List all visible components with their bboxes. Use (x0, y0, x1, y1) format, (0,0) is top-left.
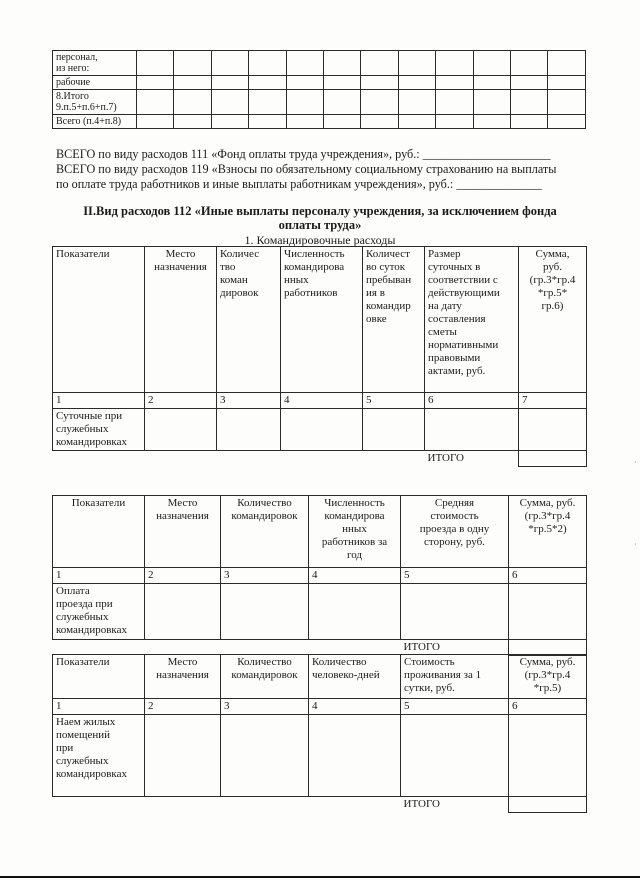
cell-line: тво (220, 261, 236, 273)
empty-cell (436, 90, 473, 115)
cell-line: служебных (56, 423, 109, 435)
column-number: 5 (363, 393, 425, 409)
cell-line: командирова (284, 261, 345, 273)
cell-line: рабочие (56, 77, 91, 88)
cell-line: Численность (324, 497, 385, 509)
cell-line: 8.Итого (56, 91, 89, 102)
empty-cell (361, 115, 398, 129)
empty-cell (436, 115, 473, 129)
column-number: 2 (145, 568, 221, 584)
column-header (401, 496, 509, 568)
travel-table (52, 495, 587, 656)
cell-line: командировках (56, 768, 127, 780)
cell-line: Количество (312, 656, 367, 668)
empty-cell (509, 584, 587, 640)
row-label (53, 76, 137, 90)
cell-line: Наем жилых (56, 716, 116, 728)
cell-line: пребыван (366, 274, 412, 286)
empty-cell (137, 76, 174, 90)
row-label (53, 584, 145, 640)
empty-cell (361, 90, 398, 115)
empty-cell (211, 76, 248, 90)
column-number: 3 (221, 699, 309, 715)
empty-cell (145, 584, 221, 640)
scan-mark: · (634, 458, 637, 467)
empty-cell (249, 115, 286, 129)
empty-cell (436, 51, 473, 76)
cell-line: на дату (428, 300, 462, 312)
cell-line: нормативными (428, 339, 499, 351)
empty-cell (137, 115, 174, 129)
column-header (509, 655, 587, 699)
column-number: 5 (401, 568, 509, 584)
cell-line: из него: (56, 63, 90, 74)
cell-line: *гр.5* (537, 287, 568, 299)
cell-line: Сумма, (535, 248, 570, 260)
empty-cell (174, 76, 211, 90)
empty-cell (174, 115, 211, 129)
column-header (509, 496, 587, 568)
cell-line: Место (165, 248, 196, 260)
cell-line: командировок (231, 510, 298, 522)
row-label (53, 90, 137, 115)
empty-cell (509, 715, 587, 797)
page-bottom-rule (0, 876, 640, 878)
total-value-cell (519, 451, 587, 467)
empty-cell (473, 76, 510, 90)
empty-cell (211, 115, 248, 129)
cell-line: действующими (428, 287, 500, 299)
cell-line: Количес (220, 248, 260, 260)
cell-line: (гр.3*гр.4 (524, 510, 571, 522)
cell-line: сутки, руб. (404, 682, 455, 694)
cell-line: Место (167, 497, 198, 509)
total-spacer (53, 451, 425, 467)
empty-cell (361, 51, 398, 76)
empty-cell (511, 90, 548, 115)
table-row (53, 409, 587, 451)
empty-cell (137, 51, 174, 76)
cell-line: командировок (231, 669, 298, 681)
column-number: 6 (509, 568, 587, 584)
cell-line: во суток (366, 261, 406, 273)
empty-cell (249, 76, 286, 90)
cell-line: работников (284, 287, 338, 299)
empty-cell (363, 409, 425, 451)
cell-line: назначения (154, 261, 207, 273)
empty-cell (519, 409, 587, 451)
cell-line: нных (284, 274, 309, 286)
cell-line: проезда при (56, 598, 113, 610)
cell-line: сметы (428, 326, 457, 338)
empty-cell (286, 90, 323, 115)
total-label: ИТОГО (403, 798, 440, 810)
empty-cell (398, 115, 435, 129)
cell-line: *гр.5*2) (528, 523, 567, 535)
cell-line: стоимость (430, 510, 479, 522)
empty-cell (309, 715, 401, 797)
empty-cell (221, 715, 309, 797)
section-heading: II.Вид расходов 112 «Иные выплаты персоналу учреждения, за исключением фонда оплаты труда» (83, 204, 557, 232)
cell-line: Количество (237, 497, 292, 509)
empty-cell (473, 115, 510, 129)
empty-cell (324, 90, 361, 115)
cell-line: назначения (156, 669, 209, 681)
cell-line: Средняя (434, 497, 475, 509)
column-number: 7 (519, 393, 587, 409)
empty-cell (324, 51, 361, 76)
empty-cell (286, 51, 323, 76)
cell-line: дировок (220, 287, 259, 299)
empty-cell (145, 715, 221, 797)
column-number: 2 (145, 699, 221, 715)
lodging-table (52, 654, 587, 813)
cell-line: нных (342, 523, 367, 535)
cell-line: актами, руб. (428, 365, 486, 377)
empty-cell (548, 90, 586, 115)
column-header (53, 496, 145, 568)
column-header (221, 496, 309, 568)
empty-cell (324, 76, 361, 90)
empty-cell (324, 115, 361, 129)
empty-cell (436, 76, 473, 90)
column-header (425, 247, 519, 393)
empty-cell (249, 51, 286, 76)
expense-totals (56, 147, 591, 192)
empty-cell (361, 76, 398, 90)
column-number: 2 (145, 393, 217, 409)
cell-line: Сумма, руб. (519, 497, 576, 509)
empty-cell (286, 115, 323, 129)
scan-mark: · (634, 540, 637, 549)
column-header (217, 247, 281, 393)
cell-line: проезда в одну (419, 523, 490, 535)
cell-line: служебных (56, 755, 109, 767)
cell-line: *гр.5) (533, 682, 562, 694)
cell-line: (гр.3*гр.4 (529, 274, 576, 286)
column-number-row (53, 568, 587, 584)
column-header (281, 247, 363, 393)
column-number: 4 (281, 393, 363, 409)
empty-cell (548, 76, 586, 90)
column-number: 4 (309, 699, 401, 715)
cell-line: составления (428, 313, 486, 325)
empty-cell (511, 76, 548, 90)
total-119-line-cont: по оплате труда работников и иные выплаты работникам учреждения», руб.: ______________ (56, 177, 542, 191)
per-diem-table (52, 246, 587, 467)
empty-cell (401, 584, 509, 640)
cell-line: ия в (366, 287, 385, 299)
total-value-cell (509, 797, 587, 813)
empty-cell (398, 76, 435, 90)
empty-cell (211, 90, 248, 115)
column-number-row (53, 699, 587, 715)
column-number: 1 (53, 393, 145, 409)
table-row (53, 51, 586, 76)
column-header (53, 247, 145, 393)
total-spacer (53, 797, 401, 813)
empty-cell (398, 90, 435, 115)
column-header (53, 655, 145, 699)
column-number: 3 (217, 393, 281, 409)
column-number: 6 (509, 699, 587, 715)
column-number-row (53, 393, 587, 409)
section-subheading: 1. Командировочные расходы (244, 233, 396, 247)
column-header (145, 496, 221, 568)
cell-line: командирова (324, 510, 385, 522)
cell-line: Показатели (56, 656, 110, 668)
empty-cell (548, 51, 586, 76)
cell-line: командировках (56, 624, 127, 636)
empty-cell (548, 115, 586, 129)
cell-line: Количест (366, 248, 410, 260)
row-label (53, 51, 137, 76)
empty-cell (249, 90, 286, 115)
total-111-line: ВСЕГО по виду расходов 111 «Фонд оплаты труда учреждения», руб.: _____________________ (56, 147, 551, 161)
cell-line: Количество (237, 656, 292, 668)
cell-line: Место (167, 656, 198, 668)
cell-line: назначения (156, 510, 209, 522)
cell-line: работников за (321, 536, 388, 548)
cell-line: проживания за 1 (404, 669, 482, 681)
total-row (53, 640, 587, 656)
empty-cell (137, 90, 174, 115)
row-label (53, 409, 145, 451)
cell-line: Показатели (71, 497, 126, 509)
empty-cell (309, 584, 401, 640)
cell-line: 9.п.5+п.6+п.7) (56, 102, 117, 113)
cell-line: гр.6) (541, 300, 564, 312)
cell-line: овке (366, 313, 387, 325)
empty-cell (221, 584, 309, 640)
cell-line: суточных в (428, 261, 481, 273)
total-row (53, 797, 587, 813)
cell-line: Сумма, руб. (519, 656, 576, 668)
header-row (53, 496, 587, 568)
column-number: 4 (309, 568, 401, 584)
cell-line: год (346, 549, 363, 561)
empty-cell (473, 90, 510, 115)
empty-cell (174, 51, 211, 76)
table-row (53, 115, 586, 129)
row-label (53, 715, 145, 797)
column-number: 3 (221, 568, 309, 584)
empty-cell (425, 409, 519, 451)
cell-line: руб. (542, 261, 563, 273)
cell-line: коман (220, 274, 248, 286)
column-header (401, 655, 509, 699)
row-label (53, 115, 137, 129)
table-row (53, 715, 587, 797)
empty-cell (281, 409, 363, 451)
cell-line: Всего (п.4+п.8) (56, 116, 122, 127)
cell-line: Стоимость (404, 656, 455, 668)
total-spacer (53, 640, 401, 656)
empty-cell (511, 51, 548, 76)
total-row (53, 451, 587, 467)
cell-line: (гр.3*гр.4 (524, 669, 571, 681)
empty-cell (211, 51, 248, 76)
cell-line: командировках (56, 436, 127, 448)
total-value-cell (509, 640, 587, 656)
table-row (53, 90, 586, 115)
cell-line: помещений (56, 729, 111, 741)
cell-line: сторону, руб. (424, 536, 485, 548)
cell-line: Оплата (56, 585, 90, 597)
column-header (309, 496, 401, 568)
cell-line: персонал, (56, 52, 98, 63)
column-header (519, 247, 587, 393)
column-header (309, 655, 401, 699)
total-label: ИТОГО (427, 452, 464, 464)
staff-table (52, 50, 586, 129)
total-119-line: ВСЕГО по виду расходов 119 «Взносы по обязательному социальному страхованию на выплаты (56, 162, 557, 176)
column-header (221, 655, 309, 699)
column-header (145, 247, 217, 393)
column-number: 1 (53, 699, 145, 715)
cell-line: человеко-дней (312, 669, 380, 681)
cell-line: Суточные при (56, 410, 123, 422)
cell-line: Размер (428, 248, 461, 260)
empty-cell (473, 51, 510, 76)
column-number: 6 (425, 393, 519, 409)
empty-cell (217, 409, 281, 451)
cell-line: правовыми (428, 352, 481, 364)
empty-cell (511, 115, 548, 129)
table-row (53, 584, 587, 640)
header-row (53, 655, 587, 699)
column-header (363, 247, 425, 393)
column-header (145, 655, 221, 699)
cell-line: командир (366, 300, 411, 312)
column-number: 5 (401, 699, 509, 715)
header-row (53, 247, 587, 393)
table-row (53, 76, 586, 90)
cell-line: служебных (56, 611, 109, 623)
cell-line: соответствии с (428, 274, 498, 286)
empty-cell (145, 409, 217, 451)
total-label: ИТОГО (403, 641, 440, 653)
column-number: 1 (53, 568, 145, 584)
empty-cell (398, 51, 435, 76)
cell-line: Показатели (56, 248, 110, 260)
empty-cell (286, 76, 323, 90)
cell-line: при (56, 742, 74, 754)
empty-cell (401, 715, 509, 797)
empty-cell (174, 90, 211, 115)
cell-line: Численность (284, 248, 345, 260)
